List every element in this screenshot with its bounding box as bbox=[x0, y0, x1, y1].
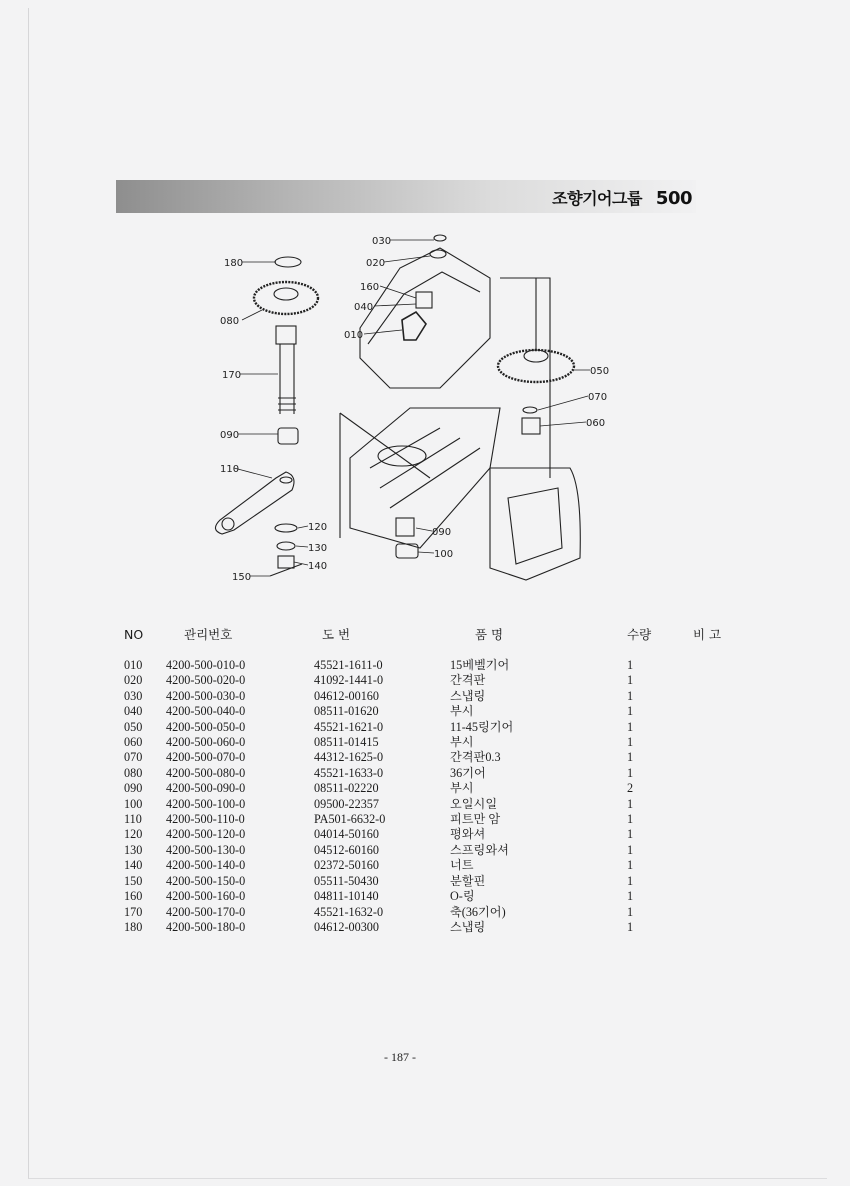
row-qty: 1 bbox=[627, 889, 634, 904]
table-row bbox=[124, 781, 773, 796]
row-name: 스냅링 bbox=[450, 919, 486, 934]
row-mgmt: 4200-500-070-0 bbox=[166, 750, 246, 765]
row-mgmt: 4200-500-080-0 bbox=[166, 765, 246, 780]
row-dwg: 05511-50430 bbox=[314, 873, 379, 888]
row-note bbox=[683, 920, 773, 935]
steering-housing-lower-drawing bbox=[350, 408, 500, 548]
row-dwg: 04014-50160 bbox=[314, 827, 379, 842]
row-mgmt: 4200-500-180-0 bbox=[166, 919, 246, 934]
row-name: O-링 bbox=[450, 889, 475, 904]
page-number: - 187 - bbox=[384, 1050, 416, 1064]
callout-080: 080 bbox=[220, 316, 240, 327]
row-note bbox=[683, 812, 773, 827]
row-name: 스냅링 bbox=[450, 688, 486, 703]
table-row bbox=[124, 766, 773, 781]
row-mgmt: 4200-500-100-0 bbox=[166, 796, 246, 811]
row-no: 020 bbox=[124, 673, 143, 688]
row-qty: 1 bbox=[627, 827, 634, 842]
row-no: 120 bbox=[124, 827, 143, 842]
row-mgmt: 4200-500-090-0 bbox=[166, 781, 246, 796]
spring-washer-130-drawing bbox=[277, 542, 295, 550]
row-note bbox=[683, 766, 773, 781]
row-qty: 1 bbox=[627, 919, 634, 934]
callout-090b: 090 bbox=[432, 527, 452, 538]
row-mgmt: 4200-500-060-0 bbox=[166, 735, 246, 750]
spacer-020-drawing bbox=[430, 250, 446, 258]
row-name: 평와셔 bbox=[450, 827, 486, 842]
row-no: 040 bbox=[124, 704, 143, 719]
row-name: 분할핀 bbox=[450, 873, 486, 888]
callout-170: 170 bbox=[222, 370, 242, 381]
row-mgmt: 4200-500-150-0 bbox=[166, 873, 246, 888]
callout-120: 120 bbox=[308, 522, 328, 533]
split-pin-150-drawing bbox=[270, 564, 302, 576]
row-mgmt: 4200-500-020-0 bbox=[166, 673, 246, 688]
row-name: 간격판0.3 bbox=[450, 750, 501, 765]
table-row bbox=[124, 889, 773, 904]
row-no: 080 bbox=[124, 765, 143, 780]
callout-140: 140 bbox=[308, 561, 328, 572]
callout-040: 040 bbox=[354, 302, 374, 313]
row-note bbox=[683, 827, 773, 842]
row-dwg: 08511-01620 bbox=[314, 704, 379, 719]
row-dwg: 44312-1625-0 bbox=[314, 750, 384, 765]
row-dwg: 45521-1632-0 bbox=[314, 904, 384, 919]
callout-050: 050 bbox=[590, 366, 610, 377]
callout-030: 030 bbox=[372, 236, 392, 247]
row-no: 110 bbox=[124, 812, 142, 827]
bevel-gear-010-drawing bbox=[402, 312, 426, 340]
snap-ring-180-drawing bbox=[275, 257, 301, 267]
row-mgmt: 4200-500-010-0 bbox=[166, 658, 246, 672]
table-row bbox=[124, 720, 773, 735]
row-no: 010 bbox=[124, 658, 143, 672]
row-no: 150 bbox=[124, 873, 143, 888]
gear-36-drawing bbox=[254, 282, 318, 314]
row-name: 36기어 bbox=[450, 765, 486, 780]
row-dwg: 09500-22357 bbox=[314, 796, 379, 811]
row-qty: 1 bbox=[627, 719, 634, 734]
callout-100: 100 bbox=[434, 549, 454, 560]
row-name: 부시 bbox=[450, 735, 474, 750]
row-dwg: 45521-1611-0 bbox=[314, 658, 383, 672]
row-dwg: 04612-00160 bbox=[314, 688, 379, 703]
table-row bbox=[124, 905, 773, 920]
table-row bbox=[124, 673, 773, 688]
row-name: 너트 bbox=[450, 858, 474, 873]
row-qty: 1 bbox=[627, 658, 634, 672]
col-no: NO bbox=[124, 626, 144, 642]
row-name: 15베벨기어 bbox=[450, 658, 510, 672]
section-title bbox=[552, 186, 692, 209]
bush-060-drawing bbox=[522, 418, 540, 434]
row-no: 070 bbox=[124, 750, 143, 765]
row-qty: 1 bbox=[627, 673, 634, 688]
row-mgmt: 4200-500-040-0 bbox=[166, 704, 246, 719]
callout-180: 180 bbox=[224, 258, 244, 269]
row-name: 스프링와셔 bbox=[450, 842, 509, 857]
parts-table-header bbox=[124, 625, 773, 658]
row-no: 170 bbox=[124, 904, 143, 919]
row-no: 060 bbox=[124, 735, 143, 750]
row-dwg: 08511-02220 bbox=[314, 781, 379, 796]
row-mgmt: 4200-500-140-0 bbox=[166, 858, 246, 873]
row-no: 030 bbox=[124, 688, 143, 703]
row-qty: 1 bbox=[627, 704, 634, 719]
table-row bbox=[124, 797, 773, 812]
row-mgmt: 4200-500-130-0 bbox=[166, 842, 246, 857]
row-dwg: 04612-00300 bbox=[314, 919, 379, 934]
row-note bbox=[683, 858, 773, 873]
row-dwg: 45521-1633-0 bbox=[314, 765, 384, 780]
callout-090: 090 bbox=[220, 430, 240, 441]
row-note bbox=[683, 689, 773, 704]
row-no: 050 bbox=[124, 719, 143, 734]
steering-housing-upper-drawing bbox=[360, 248, 490, 388]
row-note bbox=[683, 720, 773, 735]
row-no: 180 bbox=[124, 919, 143, 934]
callout-070: 070 bbox=[588, 392, 608, 403]
row-dwg: 45521-1621-0 bbox=[314, 719, 384, 734]
row-qty: 1 bbox=[627, 750, 634, 765]
row-dwg: 04811-10140 bbox=[314, 889, 379, 904]
washer-120-drawing bbox=[275, 524, 297, 532]
row-mgmt: 4200-500-120-0 bbox=[166, 827, 246, 842]
row-qty: 1 bbox=[627, 812, 634, 827]
table-row bbox=[124, 827, 773, 842]
callout-060: 060 bbox=[586, 418, 606, 429]
row-dwg: PA501-6632-0 bbox=[314, 812, 386, 827]
bush-090b-drawing bbox=[396, 518, 414, 536]
table-row bbox=[124, 858, 773, 873]
row-mgmt: 4200-500-160-0 bbox=[166, 889, 246, 904]
callout-130: 130 bbox=[308, 543, 328, 554]
bush-090-drawing bbox=[278, 428, 298, 444]
callout-150: 150 bbox=[232, 572, 252, 583]
row-no: 140 bbox=[124, 858, 143, 873]
row-qty: 1 bbox=[627, 842, 634, 857]
table-row bbox=[124, 704, 773, 719]
col-remarks: 비 고 bbox=[693, 627, 722, 642]
table-row bbox=[124, 874, 773, 889]
section-code: 500 bbox=[655, 188, 692, 209]
nut-140-drawing bbox=[278, 556, 294, 568]
row-dwg: 04512-60160 bbox=[314, 842, 379, 857]
table-row bbox=[124, 689, 773, 704]
row-note bbox=[683, 843, 773, 858]
row-note bbox=[683, 673, 773, 688]
table-row bbox=[124, 750, 773, 765]
row-name: 간격판 bbox=[450, 673, 486, 688]
row-qty: 1 bbox=[627, 873, 634, 888]
row-mgmt: 4200-500-050-0 bbox=[166, 719, 246, 734]
row-qty: 1 bbox=[627, 904, 634, 919]
engine-block-drawing bbox=[490, 468, 580, 580]
row-qty: 1 bbox=[627, 765, 634, 780]
snap-ring-030-drawing bbox=[434, 235, 446, 241]
ring-gear-050-drawing bbox=[498, 350, 574, 382]
table-row bbox=[124, 735, 773, 750]
row-note bbox=[683, 750, 773, 765]
row-name: 부시 bbox=[450, 704, 474, 719]
callout-160: 160 bbox=[360, 282, 380, 293]
callout-110: 110 bbox=[220, 464, 240, 475]
parts-table bbox=[124, 625, 773, 935]
row-note bbox=[683, 735, 773, 750]
col-management-number: 관리번호 bbox=[184, 627, 233, 642]
row-qty: 1 bbox=[627, 688, 634, 703]
row-name: 부시 bbox=[450, 781, 474, 796]
row-name: 오일시일 bbox=[450, 796, 498, 811]
row-name: 11-45링기어 bbox=[450, 719, 514, 734]
row-mgmt: 4200-500-170-0 bbox=[166, 904, 246, 919]
row-note bbox=[683, 905, 773, 920]
row-note bbox=[683, 781, 773, 796]
row-no: 090 bbox=[124, 781, 143, 796]
bush-040-drawing bbox=[416, 292, 432, 308]
table-row bbox=[124, 920, 773, 935]
row-note bbox=[683, 889, 773, 904]
callout-020: 020 bbox=[366, 258, 386, 269]
section-title-text: 조향기어그룹 bbox=[552, 189, 642, 208]
row-dwg: 08511-01415 bbox=[314, 735, 379, 750]
row-no: 100 bbox=[124, 796, 143, 811]
table-row bbox=[124, 658, 773, 673]
col-quantity: 수량 bbox=[627, 627, 652, 642]
row-no: 130 bbox=[124, 842, 143, 857]
row-note bbox=[683, 797, 773, 812]
row-qty: 1 bbox=[627, 858, 634, 873]
row-qty: 1 bbox=[627, 735, 634, 750]
table-row bbox=[124, 812, 773, 827]
row-mgmt: 4200-500-110-0 bbox=[166, 812, 245, 827]
row-no: 160 bbox=[124, 889, 143, 904]
callout-010: 010 bbox=[344, 330, 364, 341]
col-drawing-number: 도 번 bbox=[322, 627, 351, 642]
row-dwg: 02372-50160 bbox=[314, 858, 379, 873]
row-name: 피트만 암 bbox=[450, 812, 501, 827]
row-qty: 2 bbox=[627, 781, 634, 796]
row-dwg: 41092-1441-0 bbox=[314, 673, 384, 688]
table-row bbox=[124, 843, 773, 858]
row-mgmt: 4200-500-030-0 bbox=[166, 688, 246, 703]
spacer-070-drawing bbox=[523, 407, 537, 413]
col-part-name: 품 명 bbox=[475, 627, 504, 642]
exploded-parts-diagram bbox=[190, 228, 610, 598]
row-note bbox=[683, 874, 773, 889]
row-note bbox=[683, 658, 773, 673]
row-qty: 1 bbox=[627, 796, 634, 811]
row-note bbox=[683, 704, 773, 719]
row-name: 축(36기어) bbox=[450, 904, 506, 919]
